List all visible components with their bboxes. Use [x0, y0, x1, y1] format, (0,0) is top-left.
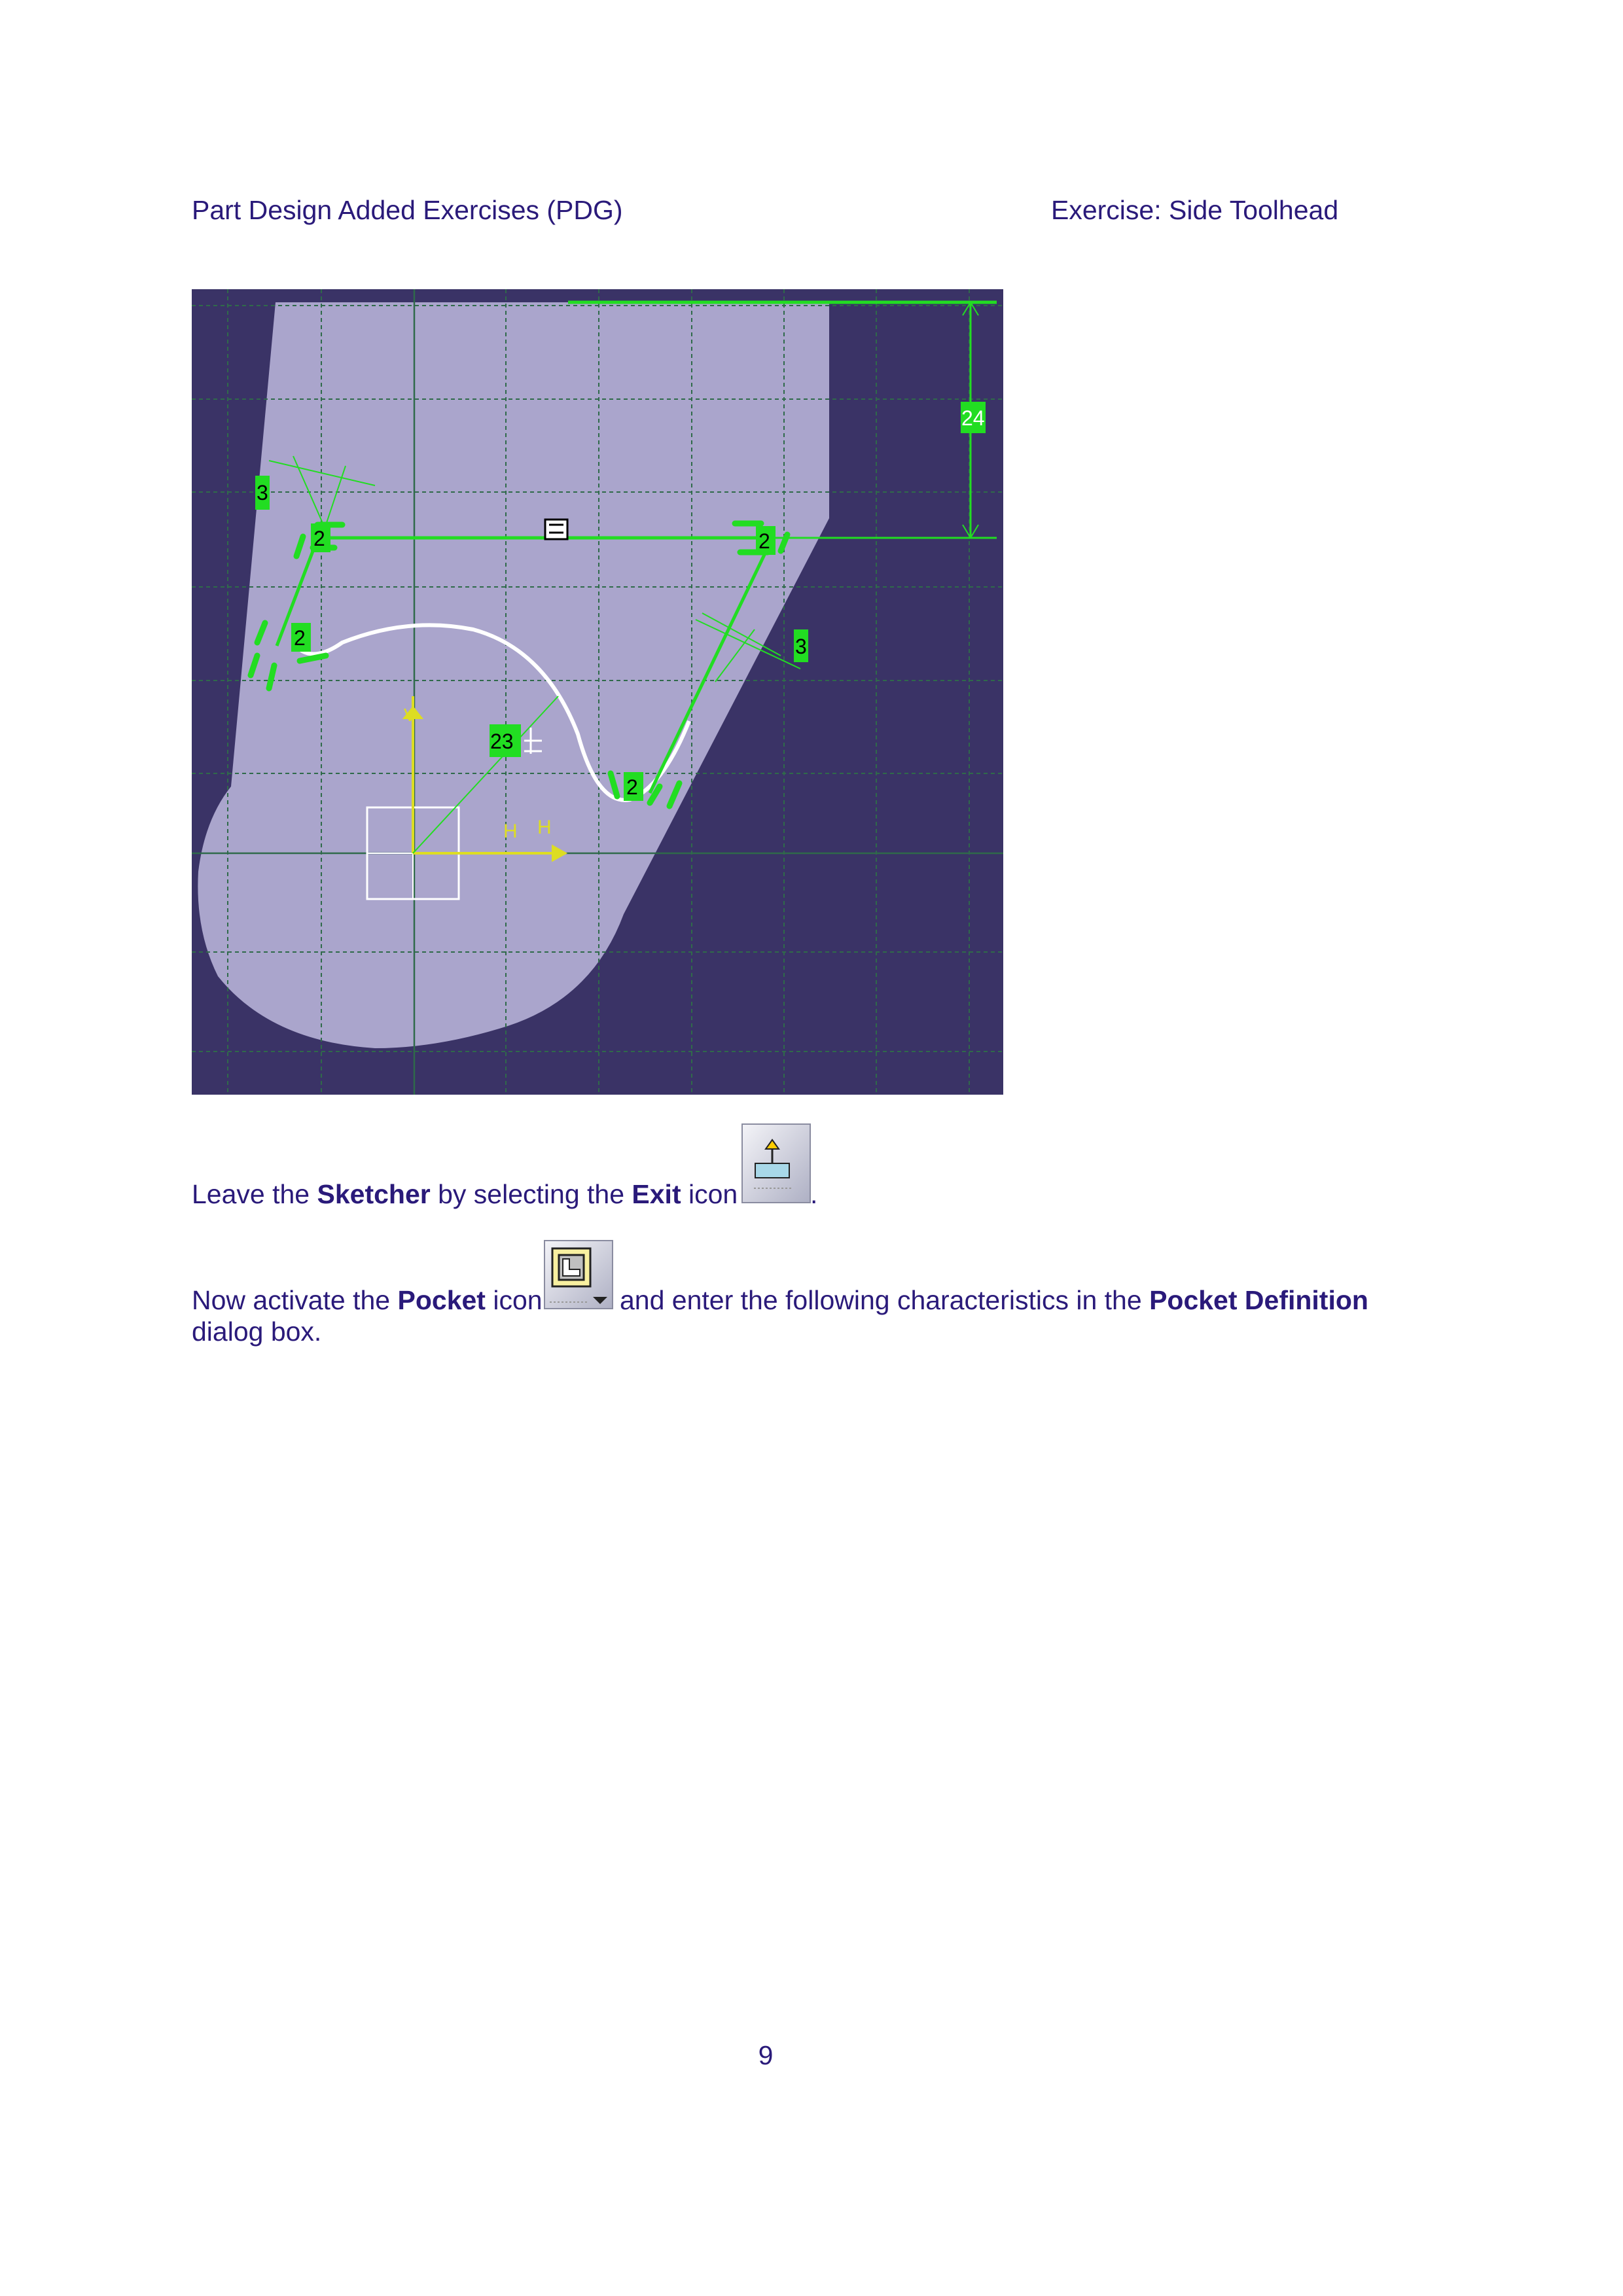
- tangent-label-l: 2: [294, 626, 306, 650]
- tangent-label-b: 2: [626, 775, 638, 799]
- header-exercise: Exercise: Side Toolhead: [1051, 195, 1339, 225]
- header-title: Part Design Added Exercises (PDG): [192, 195, 623, 225]
- page-number: 9: [758, 2040, 774, 2070]
- pocket-icon[interactable]: [543, 1239, 614, 1310]
- paragraph-pocket-line2: dialog box.: [192, 1316, 322, 1347]
- term-pocket-definition: Pocket Definition: [1149, 1285, 1368, 1315]
- term-exit: Exit: [632, 1179, 681, 1209]
- term-pocket: Pocket: [397, 1285, 486, 1315]
- tangent-label-tr: 2: [758, 529, 770, 553]
- tangent-label-tl: 2: [313, 527, 325, 550]
- dim-right-value: 3: [795, 635, 807, 658]
- sketcher-screenshot: [192, 289, 1003, 1095]
- axis-label-v: V: [404, 705, 416, 725]
- axis-label-h2: H: [537, 817, 552, 838]
- paragraph-exit: Leave the Sketcher by selecting the Exit icon: [192, 1179, 738, 1209]
- horizontal-constraint-icon: [545, 520, 567, 539]
- paragraph-exit-end: .: [810, 1179, 818, 1209]
- paragraph-pocket: Now activate the Pocket icon: [192, 1285, 543, 1315]
- dim-left-value: 3: [257, 481, 268, 504]
- dim-radius-value: 23: [490, 730, 514, 753]
- paragraph-pocket-cont: and enter the following characteristics in the Pocket Definition: [620, 1285, 1368, 1315]
- axis-label-h1: H: [503, 821, 518, 842]
- exit-sketcher-icon[interactable]: [741, 1123, 812, 1204]
- dim-top-value: 24: [961, 406, 985, 430]
- term-sketcher: Sketcher: [317, 1179, 431, 1209]
